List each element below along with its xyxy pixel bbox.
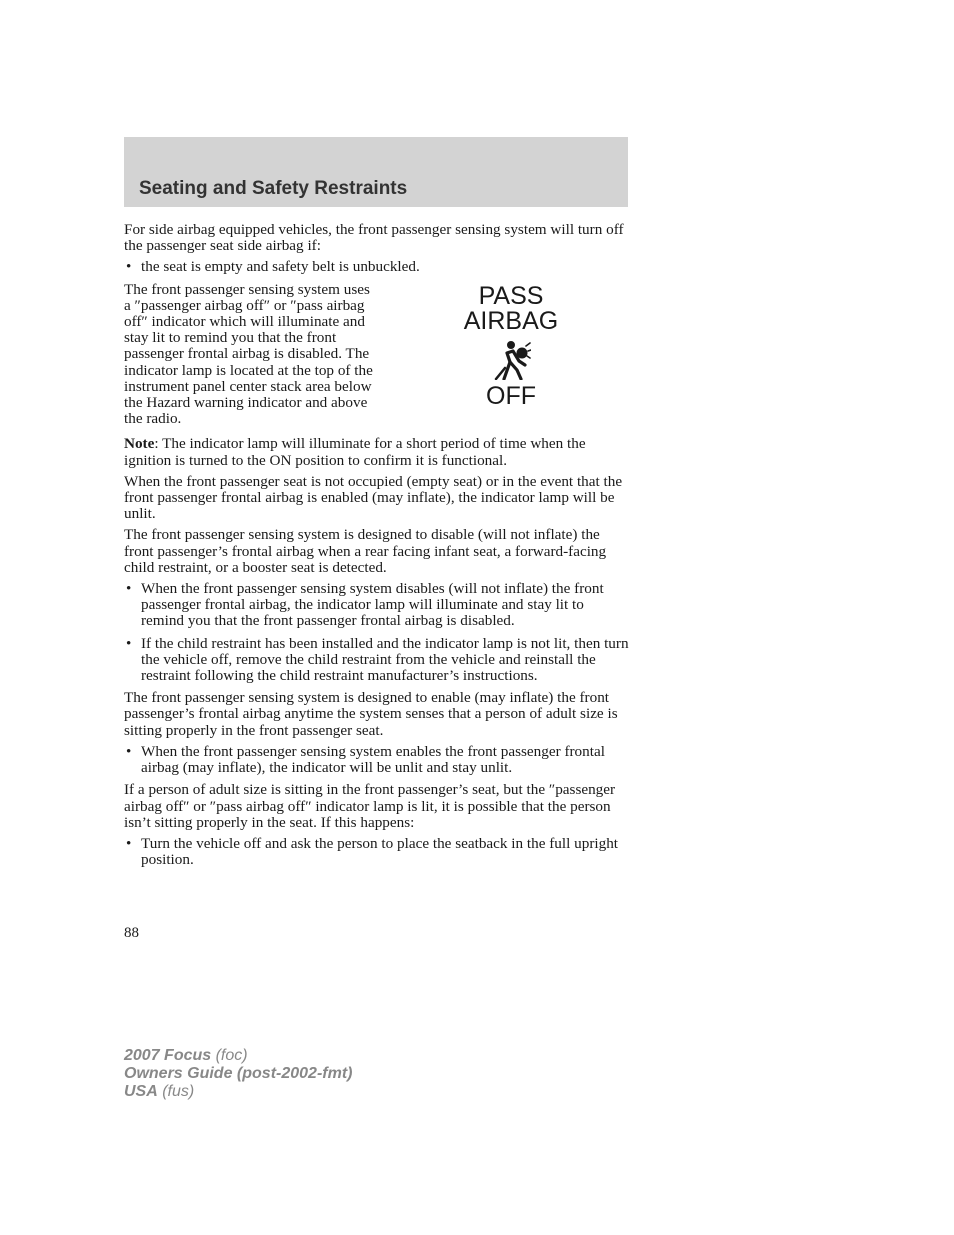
indicator-line-off: OFF <box>486 381 536 410</box>
list-item: • When the front passenger sensing system disables (will not inflate) the front passenger frontal airbag, the indicator lamp will illuminate and stay lit to remind you that the front passenger frontal airbag is disabled. <box>126 580 604 630</box>
indicator-section <box>124 282 630 433</box>
section-header <box>124 137 628 207</box>
bullet-icon: • <box>126 580 132 598</box>
note-paragraph: Note: The indicator lamp will illuminate for a short period of time when the ignition is turned to the ON position to confirm it is functional. <box>124 435 586 469</box>
list-item: • Turn the vehicle off and ask the person to place the seatback in the full upright position. <box>126 834 619 869</box>
unoccupied-paragraph: When the front passenger seat is not occupied (empty seat) or in the event that the front passenger frontal airbag is enabled (may inflate), the indicator lamp will be unlit. <box>124 472 623 523</box>
note-label: Note <box>124 435 155 453</box>
enable-paragraph: The front passenger sensing system is designed to enable (may inflate) the front passenger’s frontal airbag anytime the system senses that a person of adult size is sitting properly in the front passenger seat. <box>124 689 618 739</box>
adult-paragraph: If a person of adult size is sitting in the front passenger’s seat, but the ″passenger airbag off″ or ″pass airbag off″ indicator lamp is lit, it is possible that the person isn’t sitting properly in the seat. If this happens: <box>124 781 616 831</box>
indicator-paragraph: The front passenger sensing system uses a ″passenger airbag off″ or ″pass airbag off″ indicator which will illuminate and stay lit to remind you that the front passenger frontal airbag is disabled. The indicator lamp is located at the top of the instrument panel center stack area below the Hazard warning indicator and above the radio. <box>124 280 373 428</box>
bullet-icon: • <box>126 834 132 852</box>
indicator-line-airbag: AIRBAG <box>463 306 559 335</box>
list-item: • If the child restraint has been installed and the indicator lamp is not lit, then turn the vehicle off, remove the child restraint from the vehicle and reinstall the restraint following the child restraint manufacturer’s instructions. <box>126 634 629 685</box>
footer-line-model: 2007 Focus (foc) <box>124 1047 248 1064</box>
list-item: • When the front passenger sensing system enables the front passenger frontal airbag (may inflate), the indicator will be unlit and stay unlit. <box>126 742 605 777</box>
section-title: Seating and Safety Restraints <box>139 178 408 199</box>
disable-paragraph: The front passenger sensing system is designed to disable (will not inflate) the front passenger’s frontal airbag when a rear facing infant seat, a forward-facing child restraint, or a booster seat is detected. <box>124 526 607 576</box>
footer-line-market: USA (fus) <box>124 1083 195 1100</box>
intro-paragraph: For side airbag equipped vehicles, the front passenger sensing system will turn off the passenger seat side airbag if: <box>124 221 624 255</box>
airbag-person-icon <box>491 340 531 380</box>
bullet-icon: • <box>126 742 132 760</box>
indicator-line-pass: PASS <box>478 281 544 310</box>
page-number: 88 <box>124 925 139 941</box>
footer-line-guide: Owners Guide (post-2002-fmt) <box>124 1065 353 1082</box>
document-footer <box>124 1047 352 1101</box>
page-body <box>124 222 630 874</box>
list-item: • the seat is empty and safety belt is unbuckled. <box>126 258 420 276</box>
bullet-icon: • <box>126 258 132 276</box>
bullet-icon: • <box>126 634 132 652</box>
pass-airbag-off-indicator <box>392 282 630 409</box>
